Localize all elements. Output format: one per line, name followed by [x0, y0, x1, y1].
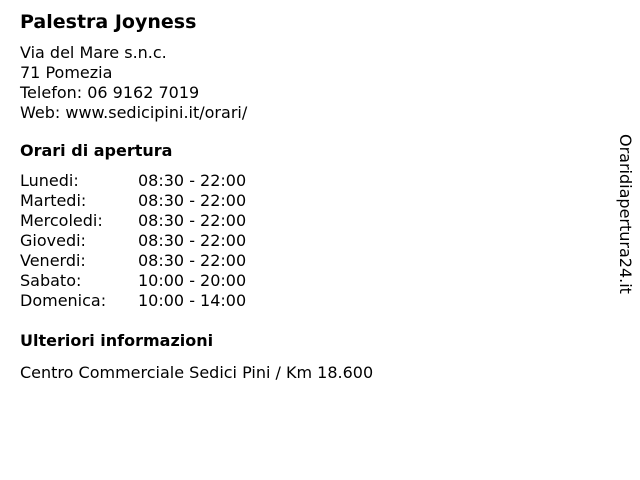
hours-time: 10:00 - 14:00	[138, 291, 247, 310]
hours-day: Venerdi:	[20, 251, 86, 270]
hours-row-lunedi	[20, 171, 580, 191]
hours-time: 08:30 - 22:00	[138, 211, 247, 230]
address-web	[20, 103, 580, 123]
hours-day: Sabato:	[20, 271, 82, 290]
hours-row-venerdi	[20, 251, 580, 271]
address-city: 71 Pomezia	[20, 63, 113, 82]
web-link[interactable]: www.sedicipini.it/orari/	[65, 103, 248, 122]
hours-time: 10:00 - 20:00	[138, 271, 247, 290]
address-phone: Telefon: 06 9162 7019	[20, 83, 200, 102]
additional-info-text: Centro Commerciale Sedici Pini / Km 18.600	[20, 363, 374, 382]
hours-day: Giovedi:	[20, 231, 86, 250]
hours-time: 08:30 - 22:00	[138, 231, 247, 250]
address-street: Via del Mare s.n.c.	[20, 43, 167, 62]
business-card	[20, 10, 580, 383]
opening-hours-table	[20, 171, 580, 311]
hours-day: Lunedi:	[20, 171, 79, 190]
additional-info-heading: Ulteriori informazioni	[20, 331, 214, 350]
hours-day: Martedi:	[20, 191, 87, 210]
hours-row-giovedi	[20, 231, 580, 251]
hours-day: Domenica:	[20, 291, 107, 310]
hours-row-domenica	[20, 291, 580, 311]
opening-hours-heading: Orari di apertura	[20, 141, 173, 160]
business-name: Palestra Joyness	[20, 11, 197, 33]
hours-time: 08:30 - 22:00	[138, 171, 247, 190]
hours-day: Mercoledi:	[20, 211, 103, 230]
hours-row-martedi	[20, 191, 580, 211]
hours-time: 08:30 - 22:00	[138, 191, 247, 210]
web-label: Web:	[20, 103, 66, 122]
hours-time: 08:30 - 22:00	[138, 251, 247, 270]
site-watermark: Oraridiapertura24.it	[616, 134, 635, 294]
hours-row-mercoledi	[20, 211, 580, 231]
hours-row-sabato	[20, 271, 580, 291]
